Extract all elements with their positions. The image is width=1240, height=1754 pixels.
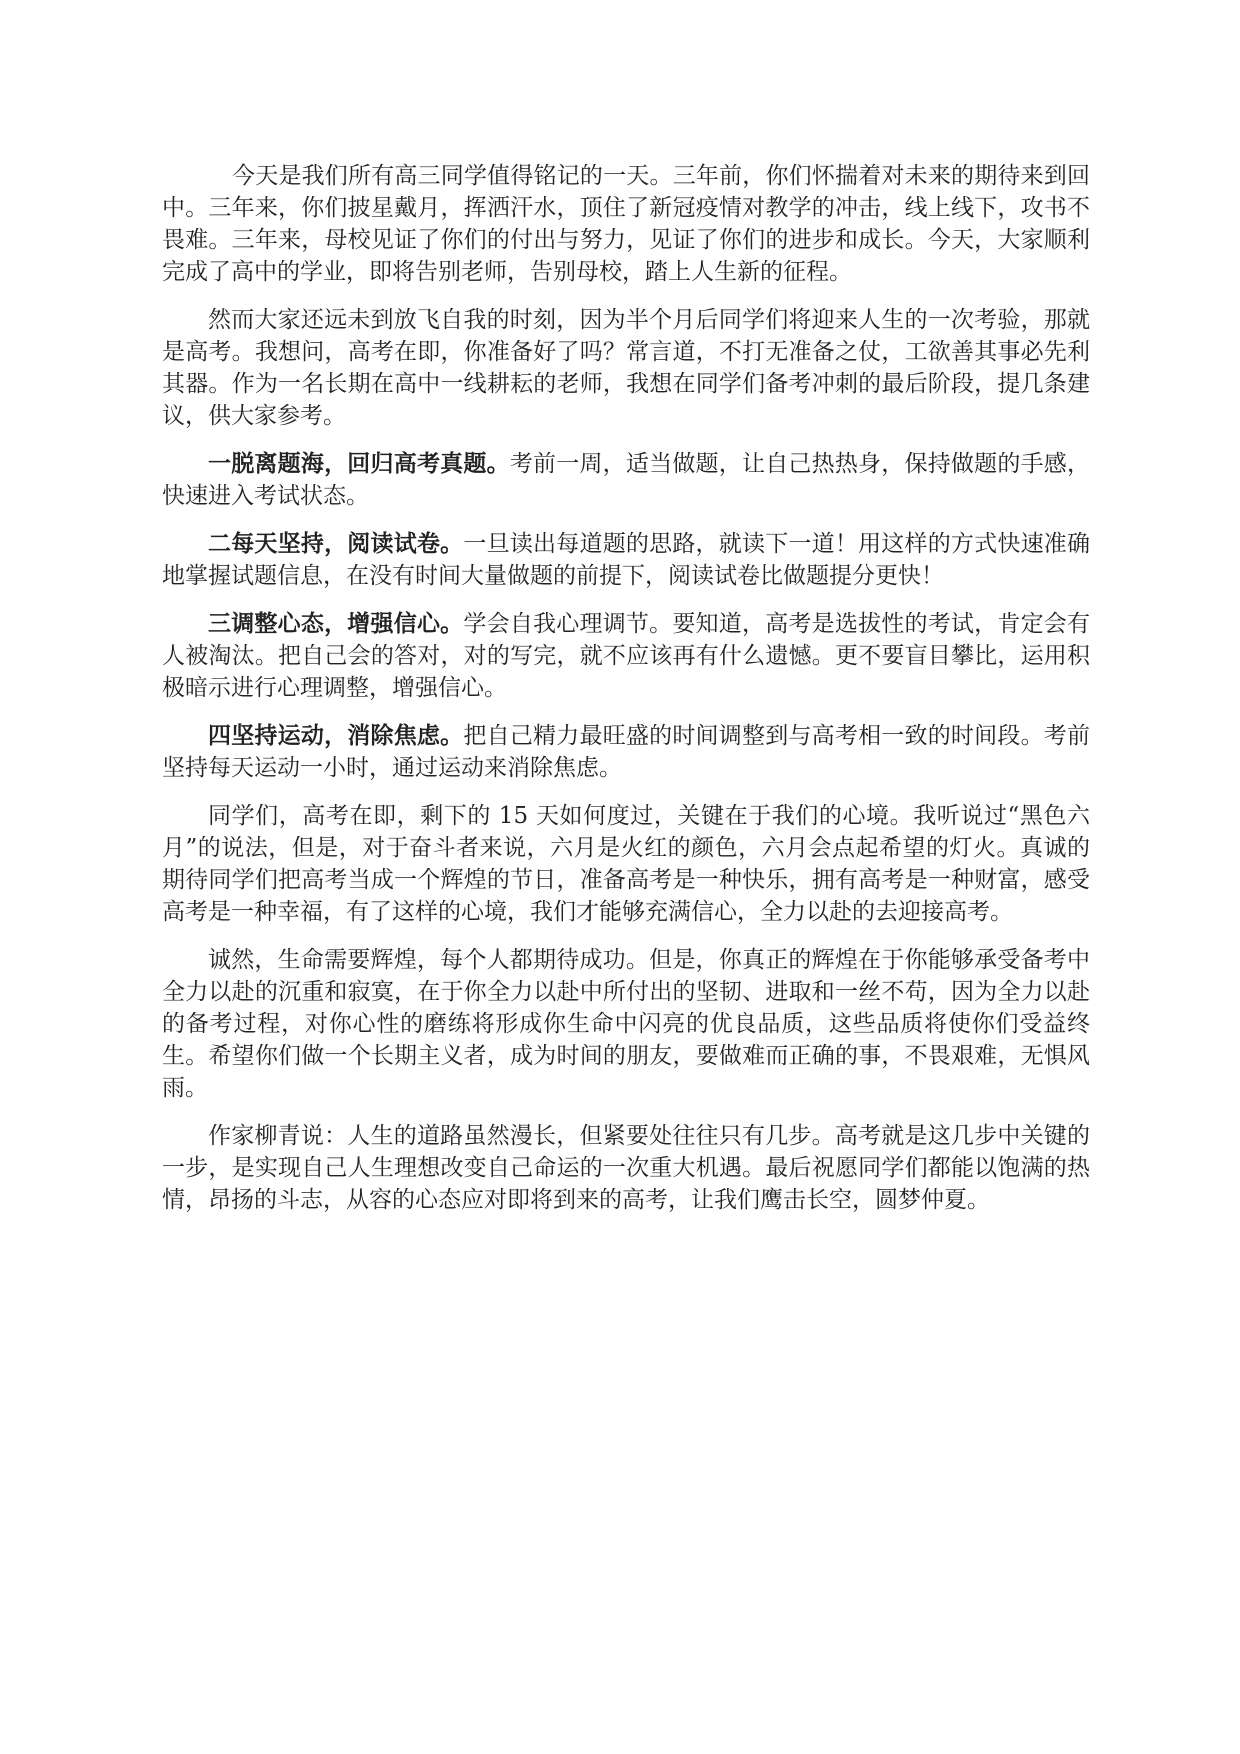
paragraph-brilliance — [162, 944, 1090, 1104]
suggestion-heading: 三调整心态，增强信心。 — [208, 610, 464, 637]
paragraph-text: 诚然，生命需要辉煌，每个人都期待成功。但是，你真正的辉煌在于你能够承受备考中全力以赴的沉重和寂寞，在于你全力以赴中所付出的坚韧、进取和一丝不苟，因为全力以赴的备考过程，对你心性的磨练将形成你生命中闪亮的优良品质，这些品质将使你们受益终生。希望你们做一个长期主义者，成为时间的朋友，要做难而正确的事，不畏艰难，无惧风雨。 — [162, 947, 1090, 1101]
paragraph-gaokao-question — [162, 304, 1090, 432]
suggestion-heading: 一脱离题海，回归高考真题。 — [208, 450, 510, 477]
paragraph-suggestion-4 — [162, 720, 1090, 784]
paragraph-opening — [162, 160, 1090, 288]
paragraph-text: 把自己精力最旺盛的时间调整到与高考相一致的时间段。考前坚持每天运动一小时，通过运动来消除焦虑。 — [162, 723, 1091, 781]
paragraph-suggestion-1 — [162, 448, 1090, 512]
paragraph-text: 今天是我们所有高三同学值得铭记的一天。三年前，你们怀揣着对未来的期待来到回中。三年来，你们披星戴月，挥洒汗水，顶住了新冠疫情对教学的冲击，线上线下，攻书不畏难。三年来，母校见证了你们的付出与努力，见证了你们的进步和成长。今天，大家顺利完成了高中的学业，即将告别老师，告别母校，踏上人生新的征程。 — [162, 163, 1090, 285]
document-body — [162, 160, 1090, 1232]
suggestion-heading: 四坚持运动，消除焦虑。 — [208, 722, 464, 749]
paragraph-text: 作家柳青说：人生的道路虽然漫长，但紧要处往往只有几步。高考就是这几步中关键的一步，是实现自己人生理想改变自己命运的一次重大机遇。最后祝愿同学们都能以饱满的热情，昂扬的斗志，从容的心态应对即将到来的高考，让我们鹰击长空，圆梦仲夏。 — [162, 1123, 1090, 1213]
paragraph-text: 一旦读出每道题的思路，就读下一道！用这样的方式快速准确地掌握试题信息，在没有时间大量做题的前提下，阅读试卷比做题提分更快！ — [162, 531, 1091, 589]
paragraph-text: 然而大家还远未到放飞自我的时刻，因为半个月后同学们将迎来人生的一次考验，那就是高考。我想问，高考在即，你准备好了吗？常言道，不打无准备之仗，工欲善其事必先利其器。作为一名长期在高中一线耕耘的老师，我想在同学们备考冲刺的最后阶段，提几条建议，供大家参考。 — [162, 307, 1090, 429]
paragraph-suggestion-2 — [162, 528, 1090, 592]
paragraph-suggestion-3 — [162, 608, 1090, 704]
paragraph-closing — [162, 1120, 1090, 1216]
suggestion-heading: 二每天坚持，阅读试卷。 — [208, 530, 464, 557]
paragraph-text: 学会自我心理调节。要知道，高考是选拔性的考试，肯定会有人被淘汰。把自己会的答对，对的写完，就不应该再有什么遗憾。更不要盲目攀比，运用积极暗示进行心理调整，增强信心。 — [162, 611, 1091, 701]
paragraph-text: 同学们，高考在即，剩下的 15 天如何度过，关键在于我们的心境。我听说过“黑色六月”的说法，但是，对于奋斗者来说，六月是火红的颜色，六月会点起希望的灯火。真诚的期待同学们把高考当成一个辉煌的节日，准备高考是一种快乐，拥有高考是一种财富，感受高考是一种幸福，有了这样的心境，我们才能够充满信心，全力以赴的去迎接高考。 — [162, 803, 1090, 925]
paragraph-mindset — [162, 800, 1090, 928]
paragraph-text: 考前一周，适当做题，让自己热热身，保持做题的手感，快速进入考试状态。 — [162, 451, 1091, 509]
